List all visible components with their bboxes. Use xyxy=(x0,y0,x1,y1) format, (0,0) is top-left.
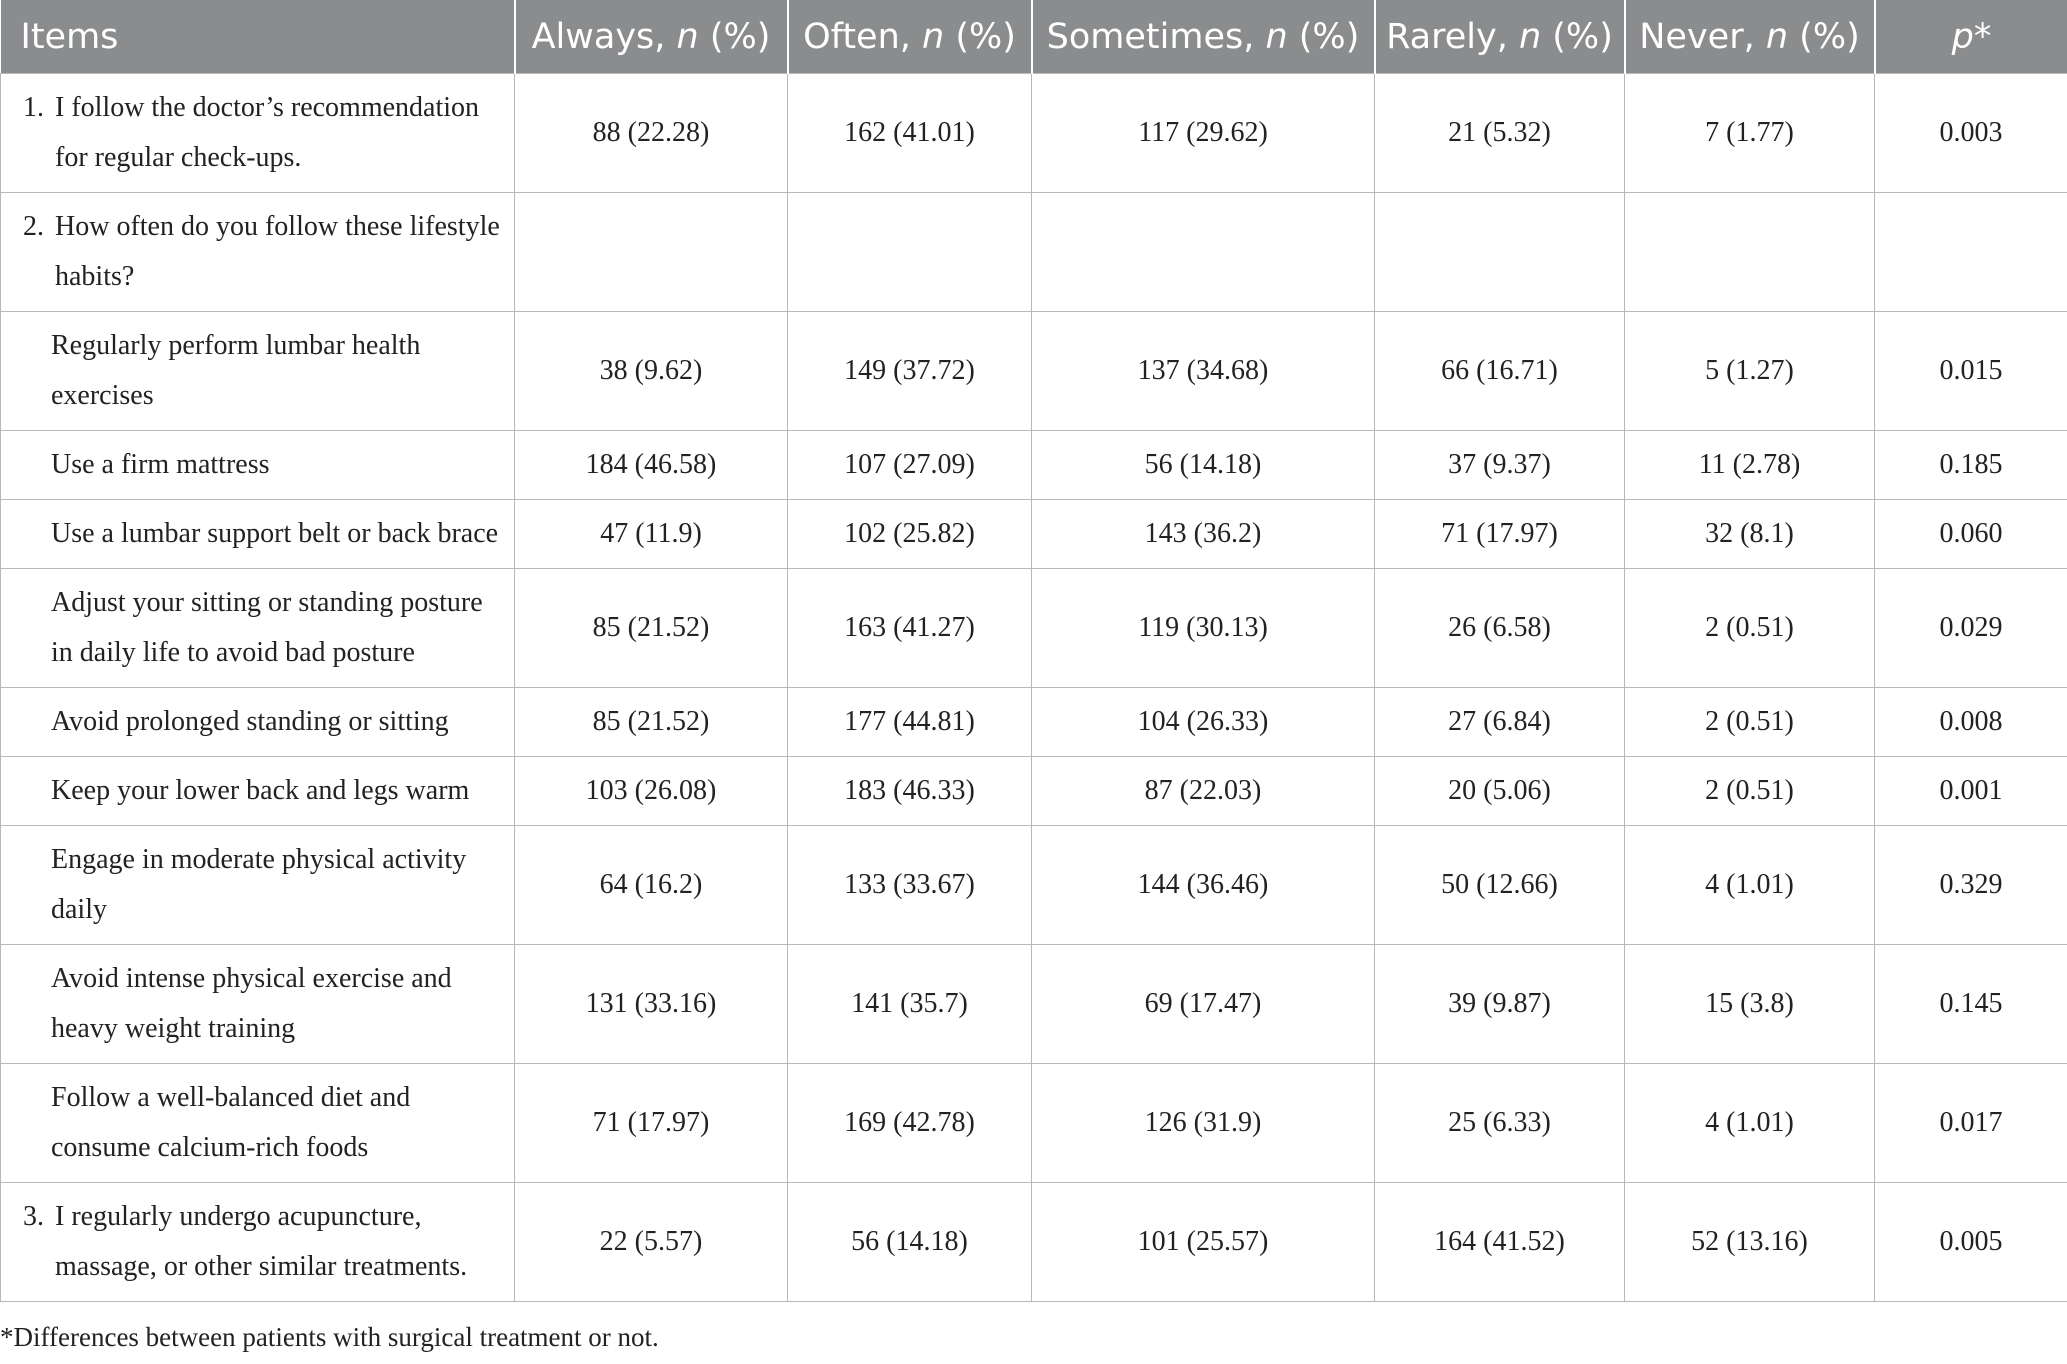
count-cell: 183 (46.33) xyxy=(788,757,1032,826)
p-value-cell: 0.060 xyxy=(1875,500,2067,569)
p-value-cell: 0.017 xyxy=(1875,1064,2067,1183)
count-cell: 104 (26.33) xyxy=(1032,688,1375,757)
p-value-cell: 0.015 xyxy=(1875,312,2067,431)
count-cell: 101 (25.57) xyxy=(1032,1183,1375,1302)
header-symbol: n xyxy=(1265,16,1288,57)
header-unit: (%) xyxy=(698,16,771,57)
header-unit: (%) xyxy=(944,16,1016,57)
count-cell: 141 (35.7) xyxy=(788,945,1032,1064)
header-cell xyxy=(1875,0,2067,74)
item-cell xyxy=(1,757,515,826)
count-cell: 162 (41.01) xyxy=(788,74,1032,193)
header-unit: (%) xyxy=(1287,16,1360,57)
item-text: Follow a well-balanced diet and consume calcium-rich foods xyxy=(51,1082,411,1163)
count-cell: 21 (5.32) xyxy=(1375,74,1625,193)
count-cell: 2 (0.51) xyxy=(1625,569,1875,688)
count-cell: 177 (44.81) xyxy=(788,688,1032,757)
p-value-cell xyxy=(1875,193,2067,312)
count-cell: 88 (22.28) xyxy=(515,74,788,193)
header-cell xyxy=(515,0,788,74)
header-symbol: n xyxy=(1765,16,1789,57)
header-cell xyxy=(1032,0,1375,74)
count-cell: 37 (9.37) xyxy=(1375,431,1625,500)
header-unit: * xyxy=(1973,16,1992,57)
count-cell: 56 (14.18) xyxy=(788,1183,1032,1302)
item-number: 2. xyxy=(23,211,44,242)
item-text: Engage in moderate physical activity daily xyxy=(51,844,467,925)
count-cell: 71 (17.97) xyxy=(1375,500,1625,569)
item-number: 3. xyxy=(23,1201,44,1232)
table-row xyxy=(1,74,2067,193)
item-cell xyxy=(1,826,515,945)
item-cell xyxy=(1,500,515,569)
count-cell: 117 (29.62) xyxy=(1032,74,1375,193)
count-cell: 107 (27.09) xyxy=(788,431,1032,500)
count-cell: 38 (9.62) xyxy=(515,312,788,431)
table-row xyxy=(1,1064,2067,1183)
count-cell: 103 (26.08) xyxy=(515,757,788,826)
count-cell: 4 (1.01) xyxy=(1625,1064,1875,1183)
item-text: Use a firm mattress xyxy=(51,449,270,480)
p-value-cell: 0.008 xyxy=(1875,688,2067,757)
count-cell: 50 (12.66) xyxy=(1375,826,1625,945)
item-text: Regularly perform lumbar health exercises xyxy=(51,330,421,411)
count-cell xyxy=(1032,193,1375,312)
header-symbol: n xyxy=(1518,16,1542,57)
count-cell: 102 (25.82) xyxy=(788,500,1032,569)
count-cell: 5 (1.27) xyxy=(1625,312,1875,431)
count-cell: 184 (46.58) xyxy=(515,431,788,500)
p-value-cell: 0.005 xyxy=(1875,1183,2067,1302)
count-cell: 143 (36.2) xyxy=(1032,500,1375,569)
count-cell: 126 (31.9) xyxy=(1032,1064,1375,1183)
table-body xyxy=(1,74,2067,1302)
count-cell: 56 (14.18) xyxy=(1032,431,1375,500)
count-cell: 137 (34.68) xyxy=(1032,312,1375,431)
item-number: 1. xyxy=(23,92,44,123)
count-cell: 163 (41.27) xyxy=(788,569,1032,688)
count-cell: 4 (1.01) xyxy=(1625,826,1875,945)
count-cell: 27 (6.84) xyxy=(1375,688,1625,757)
count-cell: 2 (0.51) xyxy=(1625,688,1875,757)
header-cell xyxy=(788,0,1032,74)
header-cell xyxy=(1625,0,1875,74)
count-cell: 66 (16.71) xyxy=(1375,312,1625,431)
table-row xyxy=(1,945,2067,1064)
count-cell: 119 (30.13) xyxy=(1032,569,1375,688)
table-footnote: *Differences between patients with surgical treatment or not. xyxy=(0,1322,659,1352)
count-cell xyxy=(1375,193,1625,312)
count-cell: 2 (0.51) xyxy=(1625,757,1875,826)
table-row xyxy=(1,757,2067,826)
header-label: Rarely, xyxy=(1386,16,1519,57)
count-cell: 11 (2.78) xyxy=(1625,431,1875,500)
header-symbol: n xyxy=(922,16,945,57)
count-cell: 32 (8.1) xyxy=(1625,500,1875,569)
table-row xyxy=(1,569,2067,688)
count-cell: 47 (11.9) xyxy=(515,500,788,569)
header-cell xyxy=(1375,0,1625,74)
item-cell xyxy=(1,688,515,757)
item-cell xyxy=(1,74,515,193)
count-cell xyxy=(515,193,788,312)
header-label: Always, xyxy=(531,16,677,57)
count-cell: 85 (21.52) xyxy=(515,688,788,757)
p-value-cell: 0.001 xyxy=(1875,757,2067,826)
item-text: Use a lumbar support belt or back brace xyxy=(51,518,499,549)
p-value-cell: 0.003 xyxy=(1875,74,2067,193)
item-cell xyxy=(1,1183,515,1302)
header-cell: Items xyxy=(1,0,515,74)
header-label: Sometimes, xyxy=(1046,16,1266,57)
table-header xyxy=(1,0,2067,74)
p-value-cell: 0.329 xyxy=(1875,826,2067,945)
count-cell: 15 (3.8) xyxy=(1625,945,1875,1064)
count-cell: 22 (5.57) xyxy=(515,1183,788,1302)
header-label: Often, xyxy=(803,16,923,57)
item-text: Adjust your sitting or standing posture in daily life to avoid bad posture xyxy=(51,587,483,668)
table-row xyxy=(1,312,2067,431)
count-cell: 26 (6.58) xyxy=(1375,569,1625,688)
count-cell: 52 (13.16) xyxy=(1625,1183,1875,1302)
count-cell xyxy=(788,193,1032,312)
count-cell: 144 (36.46) xyxy=(1032,826,1375,945)
count-cell: 64 (16.2) xyxy=(515,826,788,945)
count-cell: 69 (17.47) xyxy=(1032,945,1375,1064)
count-cell xyxy=(1625,193,1875,312)
p-value-cell: 0.029 xyxy=(1875,569,2067,688)
item-text: I follow the doctor’s recommendation for regular check-ups. xyxy=(55,92,480,173)
item-text: Avoid prolonged standing or sitting xyxy=(51,706,449,737)
item-text: Avoid intense physical exercise and heavy weight training xyxy=(51,963,452,1044)
table-row xyxy=(1,1183,2067,1302)
p-value-cell: 0.145 xyxy=(1875,945,2067,1064)
table-row xyxy=(1,500,2067,569)
item-cell xyxy=(1,945,515,1064)
header-unit: (%) xyxy=(1541,16,1613,57)
count-cell: 131 (33.16) xyxy=(515,945,788,1064)
item-cell xyxy=(1,312,515,431)
count-cell: 169 (42.78) xyxy=(788,1064,1032,1183)
count-cell: 133 (33.67) xyxy=(788,826,1032,945)
item-cell xyxy=(1,431,515,500)
header-symbol: p xyxy=(1951,16,1974,57)
count-cell: 85 (21.52) xyxy=(515,569,788,688)
header-row xyxy=(1,0,2067,74)
table-row xyxy=(1,193,2067,312)
table-row xyxy=(1,826,2067,945)
count-cell: 87 (22.03) xyxy=(1032,757,1375,826)
item-text: I regularly undergo acupuncture, massage, or other similar treatments. xyxy=(55,1201,468,1282)
header-label: Never, xyxy=(1639,16,1766,57)
table-row xyxy=(1,688,2067,757)
count-cell: 20 (5.06) xyxy=(1375,757,1625,826)
header-symbol: n xyxy=(676,16,699,57)
count-cell: 25 (6.33) xyxy=(1375,1064,1625,1183)
header-unit: (%) xyxy=(1788,16,1860,57)
table-row xyxy=(1,431,2067,500)
item-cell xyxy=(1,569,515,688)
count-cell: 71 (17.97) xyxy=(515,1064,788,1183)
item-cell xyxy=(1,1064,515,1183)
item-text: Keep your lower back and legs warm xyxy=(51,775,470,806)
count-cell: 39 (9.87) xyxy=(1375,945,1625,1064)
p-value-cell: 0.185 xyxy=(1875,431,2067,500)
count-cell: 149 (37.72) xyxy=(788,312,1032,431)
item-cell xyxy=(1,193,515,312)
item-text: How often do you follow these lifestyle habits? xyxy=(55,211,500,292)
count-cell: 164 (41.52) xyxy=(1375,1183,1625,1302)
count-cell: 7 (1.77) xyxy=(1625,74,1875,193)
